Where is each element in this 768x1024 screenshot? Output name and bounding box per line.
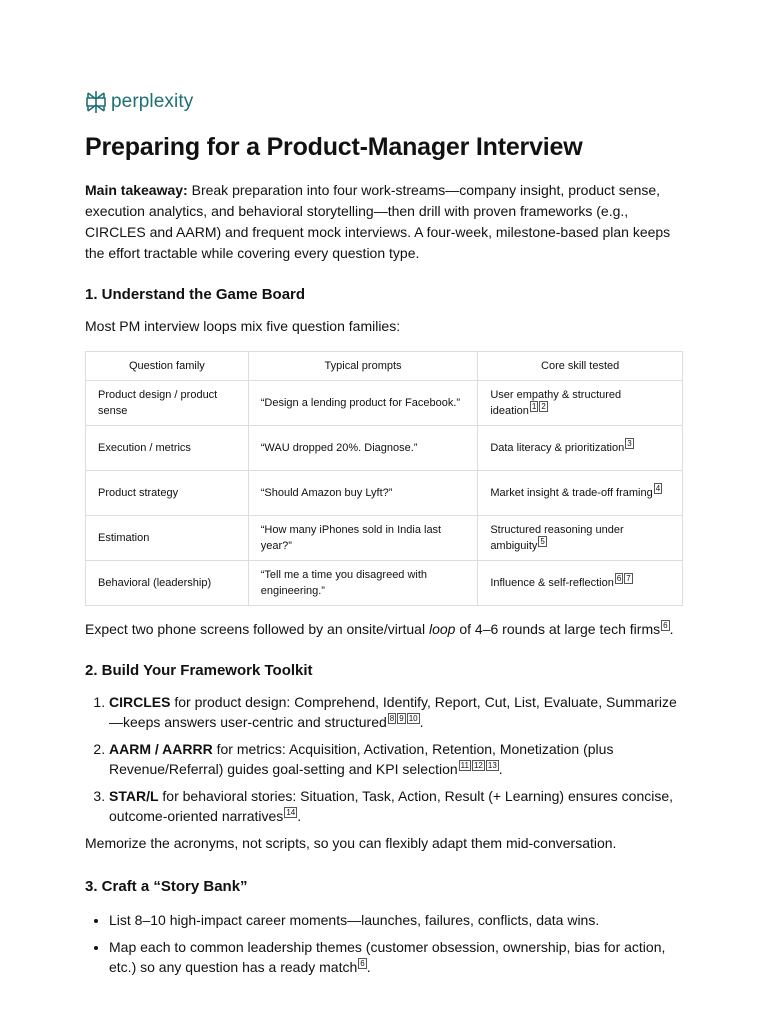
citation-link[interactable]: 1 [531, 402, 537, 412]
citation-link[interactable]: 3 [627, 439, 632, 449]
framework-name: CIRCLES [109, 694, 171, 710]
citation-link[interactable]: 12 [473, 761, 483, 771]
citation-link[interactable]: 14 [286, 808, 296, 818]
list-item [109, 739, 685, 779]
list-item-end: . [297, 808, 302, 824]
brand-logo[interactable] [85, 88, 685, 116]
citation-link[interactable]: 2 [541, 402, 546, 412]
framework-list [85, 692, 685, 826]
column-header: Question family [86, 352, 249, 381]
core-skill-text: Market insight & trade-off framing [490, 487, 653, 499]
list-item [109, 910, 685, 930]
framework-name: AARM / AARRR [109, 741, 213, 757]
core-skill-text: Structured reasoning under ambiguity [490, 524, 624, 552]
section-heading-story-bank: 3. Craft a “Story Bank” [85, 878, 248, 895]
core-skill-cell [478, 381, 683, 426]
typical-prompt-cell: “Design a lending product for Facebook.” [248, 381, 478, 426]
brand-name: perplexity [111, 91, 194, 112]
typical-prompt-cell: “Should Amazon buy Lyft?” [248, 471, 478, 516]
core-skill-cell [478, 561, 683, 606]
section-heading-framework-toolkit: 2. Build Your Framework Toolkit [85, 662, 313, 679]
interview-loop-note [85, 619, 685, 640]
typical-prompt-cell: “Tell me a time you disagreed with engineering.” [248, 561, 478, 606]
framework-name: STAR/L [109, 788, 159, 804]
table-row [86, 561, 683, 606]
list-item-end: . [419, 714, 424, 730]
list-item-end: . [498, 761, 503, 777]
story-bank-list [85, 910, 685, 977]
typical-prompt-cell: “How many iPhones sold in India last year?” [248, 516, 478, 561]
citation-link[interactable]: 5 [540, 537, 545, 547]
table-row [86, 471, 683, 516]
framework-description: for metrics: Acquisition, Activation, Retention, Monetization (plus Revenue/Referral) guides goal-setting and KPI selection [109, 741, 614, 777]
citation-link[interactable]: 8 [389, 714, 395, 724]
story-bank-text: Map each to common leadership themes (customer obsession, ownership, bias for action, etc.) so any question has a ready match [109, 939, 666, 975]
takeaway-label: Main takeaway: [85, 182, 188, 198]
citation-link[interactable]: 13 [487, 761, 497, 771]
note-emphasis: loop [428, 621, 456, 637]
citation-link[interactable]: 10 [408, 714, 418, 724]
document [85, 88, 685, 984]
citation-link[interactable]: 11 [460, 761, 469, 771]
list-item [109, 937, 685, 977]
citation-link[interactable]: 4 [655, 484, 661, 494]
column-header: Core skill tested [478, 352, 683, 381]
citation-link[interactable]: 6 [360, 959, 365, 969]
table-header-row [86, 352, 683, 381]
memorize-note: Memorize the acronyms, not scripts, so you can flexibly adapt them mid-conversation. [85, 835, 617, 851]
core-skill-text: Influence & self-reflection [490, 577, 614, 589]
note-text: Expect two phone screens followed by an onsite/virtual [85, 621, 429, 637]
section-intro: Most PM interview loops mix five question families: [85, 318, 401, 334]
list-item [109, 692, 685, 732]
question-family-cell: Product design / product sense [86, 381, 249, 426]
note-text: of 4–6 rounds at large tech firms [455, 621, 661, 637]
table-row [86, 426, 683, 471]
perplexity-logo-icon [85, 90, 107, 114]
core-skill-cell [478, 516, 683, 561]
framework-description: for behavioral stories: Situation, Task, Action, Result (+ Learning) ensures concise, outcome-oriented narratives [109, 788, 674, 824]
core-skill-text: User empathy & structured ideation [490, 389, 622, 417]
table-row [86, 381, 683, 426]
list-item-end: . [366, 959, 371, 975]
core-skill-text: Data literacy & prioritization [490, 442, 625, 454]
citation-link[interactable]: 9 [399, 714, 404, 724]
question-family-cell: Product strategy [86, 471, 249, 516]
page-title: Preparing for a Product-Manager Interview [85, 133, 583, 161]
note-end: . [669, 621, 674, 637]
citation-link[interactable]: 6 [616, 574, 622, 584]
story-bank-text: List 8–10 high-impact career moments—launches, failures, conflicts, data wins. [109, 912, 600, 928]
main-takeaway [85, 180, 685, 264]
list-item [109, 786, 685, 826]
core-skill-cell [478, 471, 683, 516]
core-skill-cell [478, 426, 683, 471]
typical-prompt-cell: “WAU dropped 20%. Diagnose.” [248, 426, 478, 471]
column-header: Typical prompts [248, 352, 478, 381]
question-family-cell: Estimation [86, 516, 249, 561]
framework-description: for product design: Comprehend, Identify, Report, Cut, List, Evaluate, Summarize—keeps answers user-centric and structured [109, 694, 677, 730]
table-row [86, 516, 683, 561]
question-family-cell: Behavioral (leadership) [86, 561, 249, 606]
section-heading-game-board: 1. Understand the Game Board [85, 286, 306, 303]
citation-link[interactable]: 6 [663, 621, 668, 631]
takeaway-text: Break preparation into four work-streams—company insight, product sense, execution analytics, and behavioral storytelling—then drill with proven frameworks (e.g., CIRCLES and AARM) and frequent mock interviews. A four-week, milestone-based plan keeps the effort tractable while covering every question type. [85, 182, 671, 261]
question-families-table [85, 351, 683, 606]
question-family-cell: Execution / metrics [86, 426, 249, 471]
citation-link[interactable]: 7 [626, 574, 631, 584]
